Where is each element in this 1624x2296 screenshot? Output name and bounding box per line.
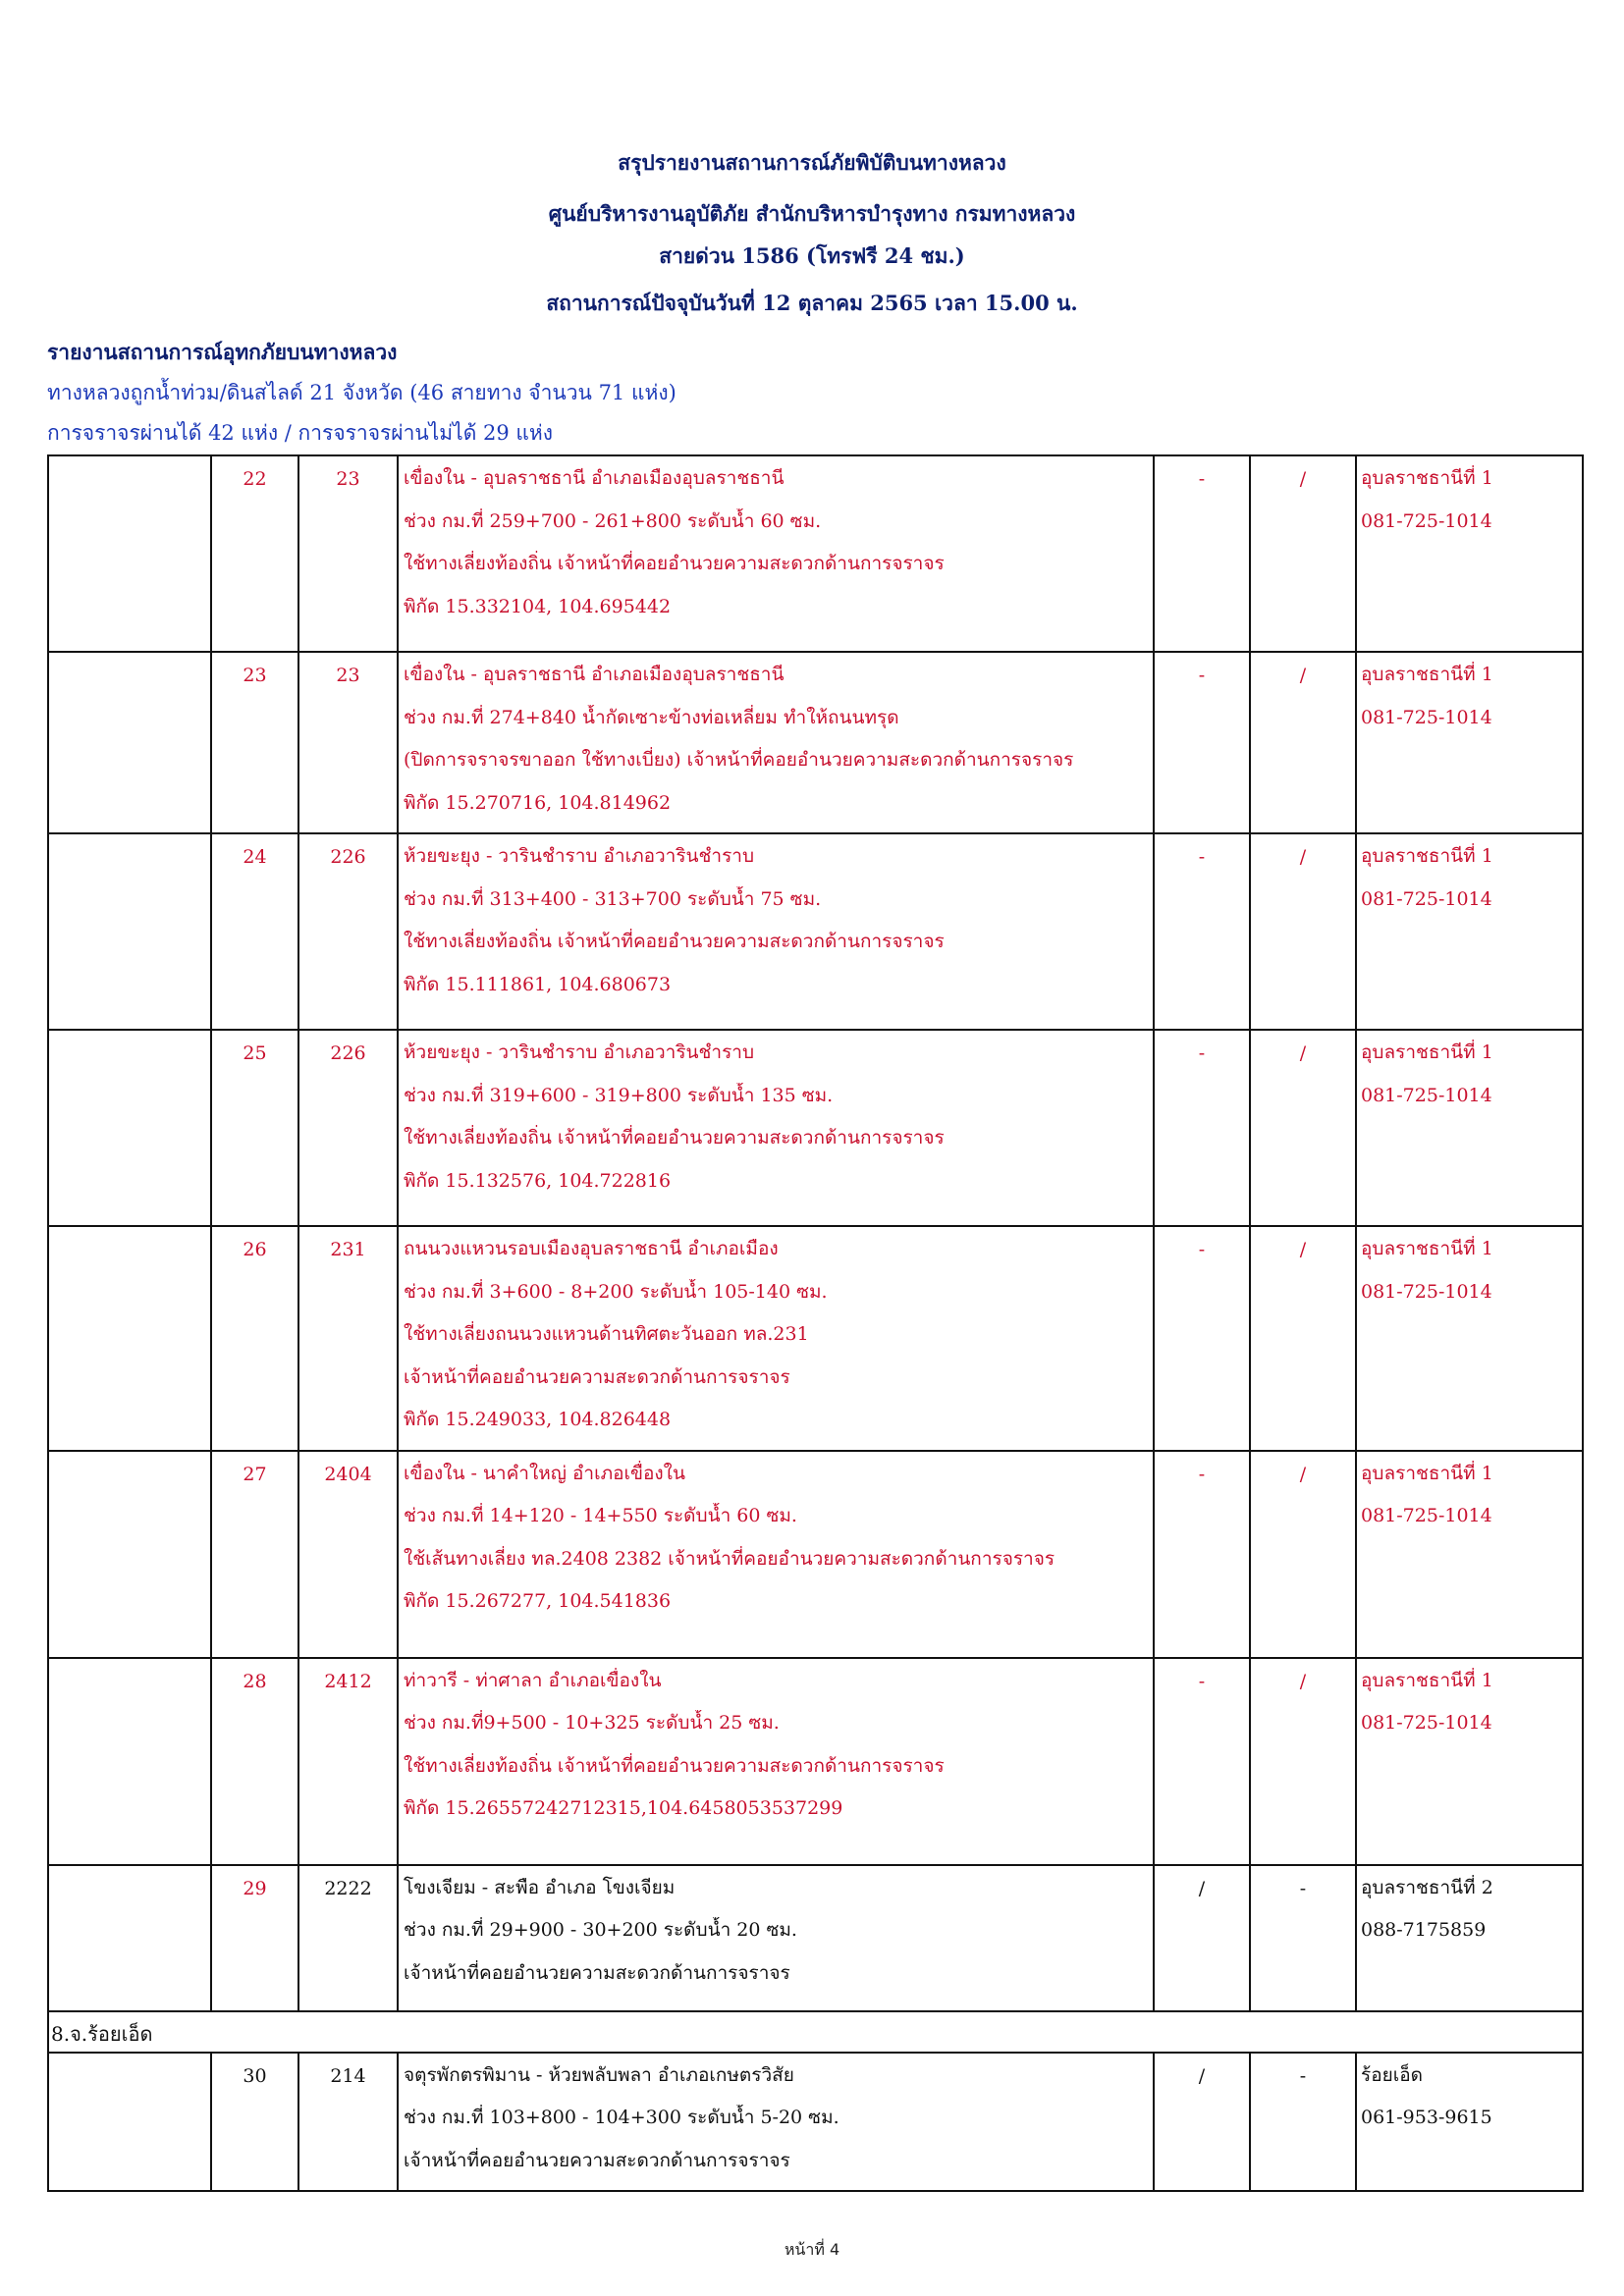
contact-phone: 081-725-1014 xyxy=(1361,706,1492,728)
row-number: 24 xyxy=(211,833,298,1030)
description-line: ห้วยขะยุง - วารินชำราบ อำเภอวารินชำราบ xyxy=(404,1041,755,1063)
contact-cell xyxy=(1356,1865,1583,2011)
row-number: 28 xyxy=(211,1658,298,1865)
description-line: ช่วง กม.ที่9+500 - 10+325 ระดับน้ำ 25 ซม. xyxy=(404,1712,780,1734)
description-line: ช่วง กม.ที่ 14+120 - 14+550 ระดับน้ำ 60 ซม. xyxy=(404,1505,797,1526)
district-office: ร้อยเอ็ด xyxy=(1361,2063,1423,2086)
description-cell xyxy=(398,1030,1154,1226)
incident-row xyxy=(48,2053,1583,2192)
pass-status: - xyxy=(1154,652,1250,833)
description-line: เจ้าหน้าที่คอยอำนวยความสะดวกด้านการจราจร xyxy=(404,1365,790,1388)
row-number: 23 xyxy=(211,652,298,833)
blank-cell xyxy=(48,1030,211,1226)
description-line: (ปิดการจราจรขาออก ใช้ทางเบี่ยง) เจ้าหน้าที่คอยอำนวยความสะดวกด้านการจราจร xyxy=(404,749,1074,771)
district-office: อุบลราชธานีที่ 1 xyxy=(1361,1238,1493,1259)
no-pass-status: / xyxy=(1250,652,1356,833)
description-cell xyxy=(398,1451,1154,1658)
description-line: ช่วง กม.ที่ 29+900 - 30+200 ระดับน้ำ 20 ซม. xyxy=(404,1919,797,1941)
description-line: ช่วง กม.ที่ 3+600 - 8+200 ระดับน้ำ 105-140 ซม. xyxy=(404,1280,828,1303)
route-number: 2222 xyxy=(298,1865,398,2011)
contact-cell xyxy=(1356,1030,1583,1226)
row-number: 25 xyxy=(211,1030,298,1226)
contact-phone: 081-725-1014 xyxy=(1361,1084,1492,1106)
description-line: ถนนวงแหวนรอบเมืองอุบลราชธานี อำเภอเมือง xyxy=(404,1238,779,1259)
description-line: เขื่องใน - อุบลราชธานี อำเภอเมืองอุบลราชธานี xyxy=(404,467,785,489)
contact-phone: 081-725-1014 xyxy=(1361,887,1492,910)
description-line: พิกัด 15.111861, 104.680673 xyxy=(404,973,672,995)
row-number: 30 xyxy=(211,2053,298,2192)
description-line: พิกัด 15.332104, 104.695442 xyxy=(404,595,672,617)
description-line: จตุรพักตรพิมาน - ห้วยพลับพลา อำเภอเกษตรวิสัย xyxy=(404,2063,794,2086)
description-cell xyxy=(398,1658,1154,1865)
description-line: พิกัด 15.270716, 104.814962 xyxy=(404,791,672,814)
row-number: 27 xyxy=(211,1451,298,1658)
incident-row xyxy=(48,455,1583,652)
no-pass-status: / xyxy=(1250,1451,1356,1658)
route-number: 226 xyxy=(298,1030,398,1226)
contact-phone: 061-953-9615 xyxy=(1361,2107,1492,2128)
incident-row xyxy=(48,833,1583,1030)
description-cell xyxy=(398,652,1154,833)
description-line: ช่วง กม.ที่ 259+700 - 261+800 ระดับน้ำ 60 ซม. xyxy=(404,509,822,532)
contact-cell xyxy=(1356,1226,1583,1451)
blank-cell xyxy=(48,1226,211,1451)
no-pass-status: - xyxy=(1250,2053,1356,2192)
incident-row xyxy=(48,1030,1583,1226)
blank-cell xyxy=(48,2053,211,2192)
district-office: อุบลราชธานีที่ 1 xyxy=(1361,467,1493,489)
no-pass-status: / xyxy=(1250,1030,1356,1226)
contact-cell xyxy=(1356,2053,1583,2192)
route-number: 2404 xyxy=(298,1451,398,1658)
description-line: ช่วง กม.ที่ 274+840 น้ำกัดเซาะข้างท่อเหลี่ยม ทำให้ถนนทรุด xyxy=(404,706,899,728)
description-line: ใช้ทางเลี่ยงถนนวงแหวนด้านทิศตะวันออก ทล.231 xyxy=(404,1323,809,1345)
blank-cell xyxy=(48,833,211,1030)
district-office: อุบลราชธานีที่ 1 xyxy=(1361,1041,1493,1063)
incident-row xyxy=(48,1451,1583,1658)
report-hotline: สายด่วน 1586 (โทรฟรี 24 ชม.) xyxy=(659,243,965,268)
contact-phone: 081-725-1014 xyxy=(1361,509,1492,532)
description-line: พิกัด 15.267277, 104.541836 xyxy=(404,1590,672,1612)
province-row xyxy=(48,2011,1583,2053)
pass-status: - xyxy=(1154,1226,1250,1451)
contact-phone: 088-7175859 xyxy=(1361,1919,1487,1941)
contact-cell xyxy=(1356,1658,1583,1865)
row-number: 29 xyxy=(211,1865,298,2011)
no-pass-status: - xyxy=(1250,1865,1356,2011)
description-line: ช่วง กม.ที่ 319+600 - 319+800 ระดับน้ำ 135 ซม. xyxy=(404,1084,834,1106)
blank-cell xyxy=(48,1451,211,1658)
route-number: 226 xyxy=(298,833,398,1030)
contact-phone: 081-725-1014 xyxy=(1361,1712,1492,1734)
contact-cell xyxy=(1356,652,1583,833)
description-line: ใช้เส้นทางเลี่ยง ทล.2408 2382 เจ้าหน้าที่คอยอำนวยความสะดวกด้านการจราจร xyxy=(404,1547,1056,1570)
incident-row xyxy=(48,1865,1583,2011)
description-line: โขงเจียม - สะพือ อำเภอ โขงเจียม xyxy=(404,1876,676,1898)
description-line: ช่วง กม.ที่ 103+800 - 104+300 ระดับน้ำ 5-20 ซม. xyxy=(404,2107,839,2128)
summary-flood: ทางหลวงถูกน้ำท่วม/ดินสไลด์ 21 จังหวัด (46 สายทาง จำนวน 71 แห่ง) xyxy=(47,381,677,404)
contact-cell xyxy=(1356,1451,1583,1658)
description-line: ช่วง กม.ที่ 313+400 - 313+700 ระดับน้ำ 75 ซม. xyxy=(404,887,822,910)
report-agency: ศูนย์บริหารงานอุบัติภัย สำนักบริหารบำรุงทาง กรมทางหลวง xyxy=(548,201,1076,226)
no-pass-status: / xyxy=(1250,1658,1356,1865)
incident-row xyxy=(48,1226,1583,1451)
description-line: เขื่องใน - อุบลราชธานี อำเภอเมืองอุบลราชธานี xyxy=(404,664,785,685)
pass-status: - xyxy=(1154,1030,1250,1226)
route-number: 231 xyxy=(298,1226,398,1451)
contact-cell xyxy=(1356,833,1583,1030)
report-title: สรุปรายงานสถานการณ์ภัยพิบัติบนทางหลวง xyxy=(618,150,1006,175)
description-cell xyxy=(398,2053,1154,2192)
incident-row xyxy=(48,652,1583,833)
description-line: ห้วยขะยุง - วารินชำราบ อำเภอวารินชำราบ xyxy=(404,845,755,867)
route-number: 214 xyxy=(298,2053,398,2192)
province-header: 8.จ.ร้อยเอ็ด xyxy=(48,2011,1583,2053)
no-pass-status: / xyxy=(1250,455,1356,652)
description-line: ใช้ทางเลี่ยงท้องถิ่น เจ้าหน้าที่คอยอำนวยความสะดวกด้านการจราจร xyxy=(404,1127,945,1148)
page-number: หน้าที่ 4 xyxy=(784,2240,840,2259)
blank-cell xyxy=(48,1865,211,2011)
description-line: ใช้ทางเลี่ยงท้องถิ่น เจ้าหน้าที่คอยอำนวยความสะดวกด้านการจราจร xyxy=(404,931,945,952)
contact-cell xyxy=(1356,455,1583,652)
incident-row xyxy=(48,1658,1583,1865)
blank-cell xyxy=(48,1658,211,1865)
district-office: อุบลราชธานีที่ 1 xyxy=(1361,1462,1493,1484)
summary-traffic: การจราจรผ่านได้ 42 แห่ง / การจราจรผ่านไม่ได้ 29 แห่ง xyxy=(47,421,554,445)
blank-cell xyxy=(48,455,211,652)
row-number: 22 xyxy=(211,455,298,652)
contact-phone: 081-725-1014 xyxy=(1361,1505,1492,1526)
report-datetime: สถานการณ์ปัจจุบันวันที่ 12 ตุลาคม 2565 เวลา 15.00 น. xyxy=(546,291,1078,315)
no-pass-status: / xyxy=(1250,1226,1356,1451)
pass-status: - xyxy=(1154,455,1250,652)
description-line: ท่าวารี - ท่าศาลา อำเภอเขื่องใน xyxy=(404,1669,662,1691)
description-line: เขื่องใน - นาคำใหญ่ อำเภอเขื่องใน xyxy=(404,1462,685,1484)
description-cell xyxy=(398,1226,1154,1451)
route-number: 2412 xyxy=(298,1658,398,1865)
pass-status: - xyxy=(1154,833,1250,1030)
description-line: เจ้าหน้าที่คอยอำนวยความสะดวกด้านการจราจร xyxy=(404,1961,790,1984)
description-line: เจ้าหน้าที่คอยอำนวยความสะดวกด้านการจราจร xyxy=(404,2149,790,2171)
district-office: อุบลราชธานีที่ 2 xyxy=(1361,1876,1493,1898)
pass-status: / xyxy=(1154,1865,1250,2011)
description-cell xyxy=(398,455,1154,652)
pass-status: - xyxy=(1154,1451,1250,1658)
no-pass-status: / xyxy=(1250,833,1356,1030)
description-line: พิกัด 15.249033, 104.826448 xyxy=(404,1409,672,1430)
pass-status: / xyxy=(1154,2053,1250,2192)
description-line: พิกัด 15.26557242712315,104.6458053537299 xyxy=(404,1797,843,1819)
blank-cell xyxy=(48,652,211,833)
route-number: 23 xyxy=(298,652,398,833)
district-office: อุบลราชธานีที่ 1 xyxy=(1361,1669,1493,1691)
route-number: 23 xyxy=(298,455,398,652)
description-line: ใช้ทางเลี่ยงท้องถิ่น เจ้าหน้าที่คอยอำนวยความสะดวกด้านการจราจร xyxy=(404,553,945,574)
row-number: 26 xyxy=(211,1226,298,1451)
incident-table xyxy=(47,454,1584,2192)
summary-title: รายงานสถานการณ์อุทกภัยบนทางหลวง xyxy=(47,340,398,364)
district-office: อุบลราชธานีที่ 1 xyxy=(1361,845,1493,867)
description-cell xyxy=(398,833,1154,1030)
contact-phone: 081-725-1014 xyxy=(1361,1280,1492,1303)
description-line: พิกัด 15.132576, 104.722816 xyxy=(404,1169,672,1192)
district-office: อุบลราชธานีที่ 1 xyxy=(1361,664,1493,685)
pass-status: - xyxy=(1154,1658,1250,1865)
description-line: ใช้ทางเลี่ยงท้องถิ่น เจ้าหน้าที่คอยอำนวยความสะดวกด้านการจราจร xyxy=(404,1754,945,1777)
description-cell xyxy=(398,1865,1154,2011)
